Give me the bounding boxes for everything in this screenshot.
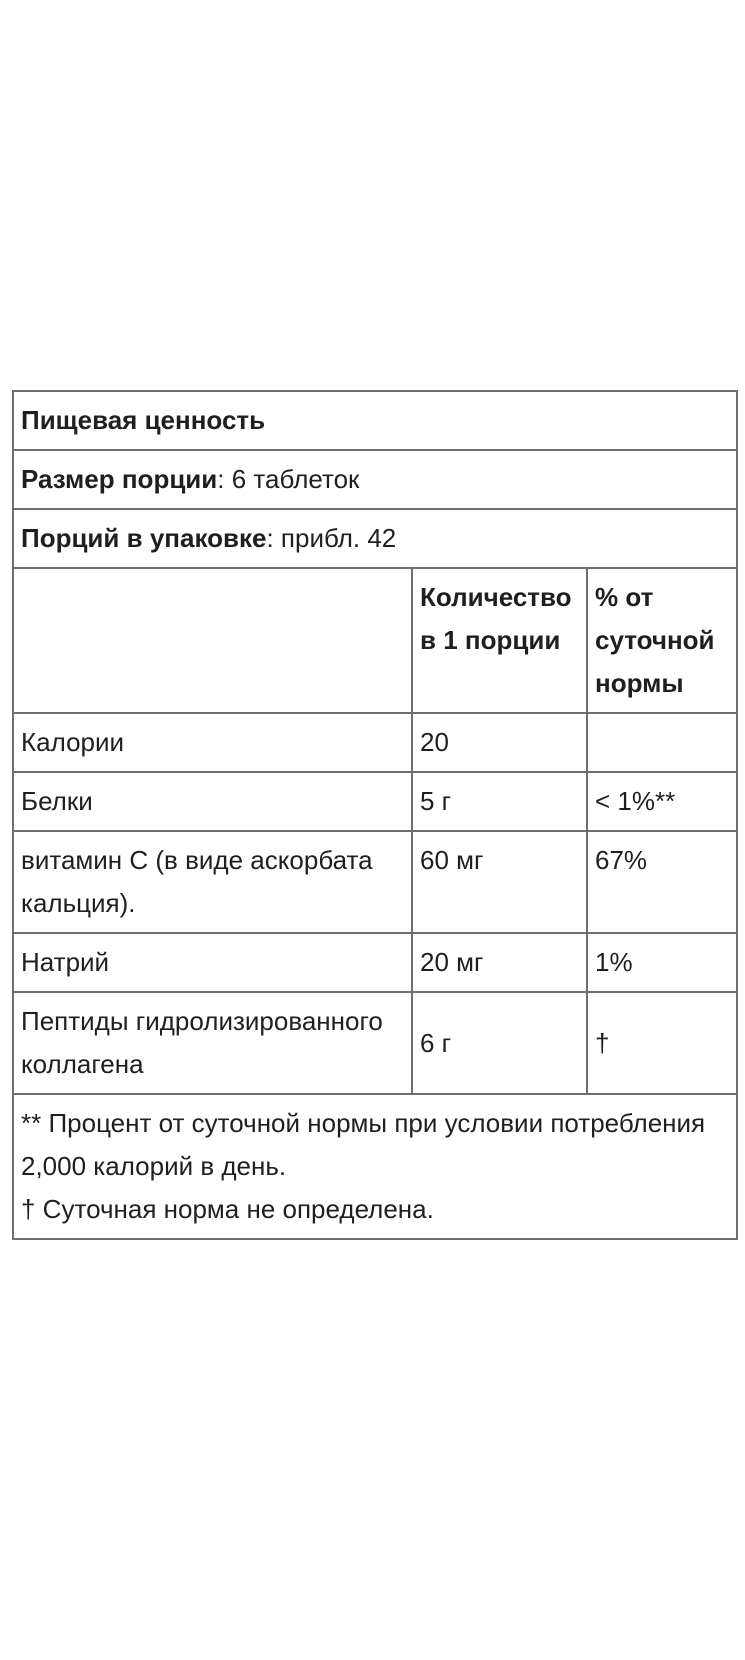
serving-size-label: Размер порции (21, 464, 218, 494)
nutrient-amount: 6 г (412, 992, 587, 1094)
serving-size-row (13, 450, 737, 509)
nutrient-name: Натрий (13, 933, 412, 992)
footnote-daily-value: ** Процент от суточной нормы при условии потребления 2,000 калорий в день. (21, 1108, 706, 1181)
nutrient-daily-value: 1% (587, 933, 737, 992)
table-row (13, 933, 737, 992)
header-blank-cell (13, 568, 412, 713)
nutrient-amount: 20 (412, 713, 587, 772)
nutrient-daily-value: † (587, 992, 737, 1094)
nutrition-facts-table (12, 390, 738, 1240)
serving-size-value: : 6 таблеток (217, 464, 360, 494)
nutrient-daily-value (587, 713, 737, 772)
nutrient-name: витамин С (в виде аскорбата кальция). (13, 831, 412, 933)
header-amount-cell: Количество в 1 порции (412, 568, 587, 713)
title-row (13, 391, 737, 450)
table-row (13, 713, 737, 772)
servings-per-container-label: Порций в упаковке (21, 523, 267, 553)
header-daily-value-cell: % от суточной нормы (587, 568, 737, 713)
nutrient-name: Белки (13, 772, 412, 831)
nutrient-amount: 60 мг (412, 831, 587, 933)
footnotes-cell (13, 1094, 737, 1239)
footnote-not-established: † Суточная норма не определена. (21, 1194, 434, 1224)
nutrient-name: Калории (13, 713, 412, 772)
footnotes-row (13, 1094, 737, 1239)
table-row (13, 772, 737, 831)
servings-per-container-value: : прибл. 42 (266, 523, 397, 553)
serving-size-cell (13, 450, 737, 509)
nutrient-daily-value: 67% (587, 831, 737, 933)
table-title (13, 391, 737, 450)
table-title-text: Пищевая ценность (21, 405, 266, 435)
nutrient-daily-value: < 1%** (587, 772, 737, 831)
nutrient-amount: 20 мг (412, 933, 587, 992)
nutrient-name: Пептиды гидролизированного коллагена (13, 992, 412, 1094)
servings-per-container-row (13, 509, 737, 568)
column-header-row (13, 568, 737, 713)
servings-per-container-cell (13, 509, 737, 568)
table-row (13, 831, 737, 933)
nutrient-amount: 5 г (412, 772, 587, 831)
table-row (13, 992, 737, 1094)
